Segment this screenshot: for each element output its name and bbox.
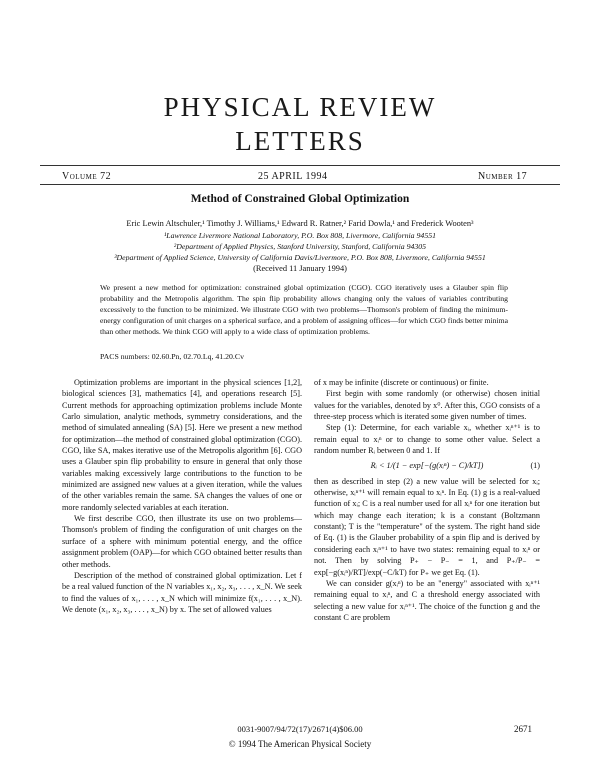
right-column bbox=[314, 377, 540, 623]
paragraph: We can consider g(xᵢⁿ) to be an "energy" associated with xᵢⁿ⁺¹ remaining equal to xᵢⁿ, and C a threshold energy associated with selecting a new value for xᵢⁿ⁺¹. The choice of the function g and the constant C are problem bbox=[314, 578, 540, 622]
copyright-notice: © 1994 The American Physical Society bbox=[228, 739, 372, 749]
equation-body: Rᵢ < 1/(1 − exp[−(g(xᵢⁿ) − C)/kT]) bbox=[370, 461, 484, 471]
article-title: Method of Constrained Global Optimization bbox=[190, 193, 410, 205]
journal-title-line1: PHYSICAL REVIEW bbox=[163, 92, 437, 122]
issue-number: Number 17 bbox=[478, 171, 528, 182]
article-code: 0031-9007/94/72(17)/2671(4)$06.00 bbox=[237, 724, 363, 734]
journal-title-line2: LETTERS bbox=[235, 126, 365, 156]
paragraph: Description of the method of constrained global optimization. Let f be a real valued function of the N variables x₁, x₂, x₃, . . . , x_N. We seek to find the values of x₁, . . . , x_N which will minimize f(x₁, . . . , x_N). We denote (x₁, x₂, x₃, . . . , x_N) by x. The set of allowed values bbox=[62, 570, 302, 614]
left-column bbox=[62, 377, 302, 615]
paragraph: First begin with some randomly (or otherwise) chosen initial values for the variables, denoted by x⁰. After this, CGO consists of a three-step process which is iterated some given number of times. bbox=[314, 389, 540, 422]
equation-number: (1) bbox=[530, 461, 540, 471]
paragraph: We first describe CGO, then illustrate its use on two problems—Thomson's problem of finding the configuration of unit charges on the surface of a sphere with minimum potential energy, and the office assignment problem (OAP)—for which CGO obtained better results than other methods. bbox=[62, 514, 302, 569]
volume-label: Volume 72 bbox=[62, 171, 112, 182]
affiliation-2: ²Department of Applied Physics, Stanford University, Stanford, California 94305 bbox=[173, 242, 427, 251]
paragraph: Optimization problems are important in the physical sciences [1,2], biological sciences [3], mathematics [4], and operations research [5]. Current methods for approaching optimization problems include Monte Carlo simulation, analytic methods, symmetry considerations, and the method of simulated annealing (SA) [5]. Here we present a new method for optimization—the method of constrained global optimization (CGO). CGO, like SA, makes iterative use of the Metropolis algorithm [6]. CGO uses a Glauber spin flip probability to ensure in general that only those variables making excessively large contributions to the function to be minimized are assigned new values at a given iteration, while the values of the other variables remain the same. SA changes the values of one or more randomly selected variables at each iteration. bbox=[62, 378, 302, 512]
paragraph: of x may be infinite (discrete or continuous) or finite. bbox=[314, 378, 489, 387]
header-rule-bottom bbox=[40, 184, 560, 185]
paragraph: Step (1): Determine, for each variable xᵢ, whether xᵢⁿ⁺¹ is to remain equal to xᵢⁿ or to change to some other value. Select a random number Rᵢ between 0 and 1. If bbox=[314, 423, 540, 456]
affiliation-3: ³Department of Applied Science, University of California Davis/Livermore, P.O. Box 808, Livermore, California 94551 bbox=[114, 253, 486, 262]
equation-1 bbox=[314, 460, 540, 471]
pacs-numbers: PACS numbers: 02.60.Pn, 02.70.Lq, 41.20.Cv bbox=[100, 352, 244, 361]
header-rule-top bbox=[40, 165, 560, 166]
paragraph: then as described in step (2) a new value will be selected for xᵢ; otherwise, xᵢⁿ⁺¹ will remain equal to xᵢⁿ. In Eq. (1) g is a real-valued function of xᵢ; C is a real number used for all xᵢⁿ for one iteration but which may change each iteration; k is a constant (Boltzmann constant); T is the "temperature" of the system. The right hand side of Eq. (1) is the Glauber probability of a spin flip and is derived by considering each xᵢⁿ⁺¹ to have two states: remaining equal to xᵢⁿ or not. Then by solving P₊ − P₋ = 1, and P₊/P₋ = exp[−g(xᵢⁿ)/RT]/exp(−C/kT) for P₊ we get Eq. (1). bbox=[314, 476, 540, 577]
abstract: We present a new method for optimization: constrained global optimization (CGO). CGO iteratively uses a Glauber spin flip probability and the Metropolis algorithm. The spin flip probability allows changing only the values of variables contributing excessively to the function to be minimized. We illustrate CGO with two problems—Thomson's problem of finding the minimum-energy configuration of unit charges on a spherical surface, and a problem of assigning offices—for which CGO finds better minima than other methods. We think CGO will apply to a wide class of optimization problems. bbox=[100, 283, 508, 337]
issue-date: 25 APRIL 1994 bbox=[258, 171, 328, 182]
author-list: Eric Lewin Altschuler,¹ Timothy J. Williams,¹ Edward R. Ratner,² Farid Dowla,¹ and Frederick Wooten³ bbox=[126, 219, 474, 228]
page-number: 2671 bbox=[514, 724, 532, 734]
received-date: (Received 11 January 1994) bbox=[253, 264, 347, 273]
affiliation-1: ¹Lawrence Livermore National Laboratory, P.O. Box 808, Livermore, California 94551 bbox=[163, 231, 437, 240]
